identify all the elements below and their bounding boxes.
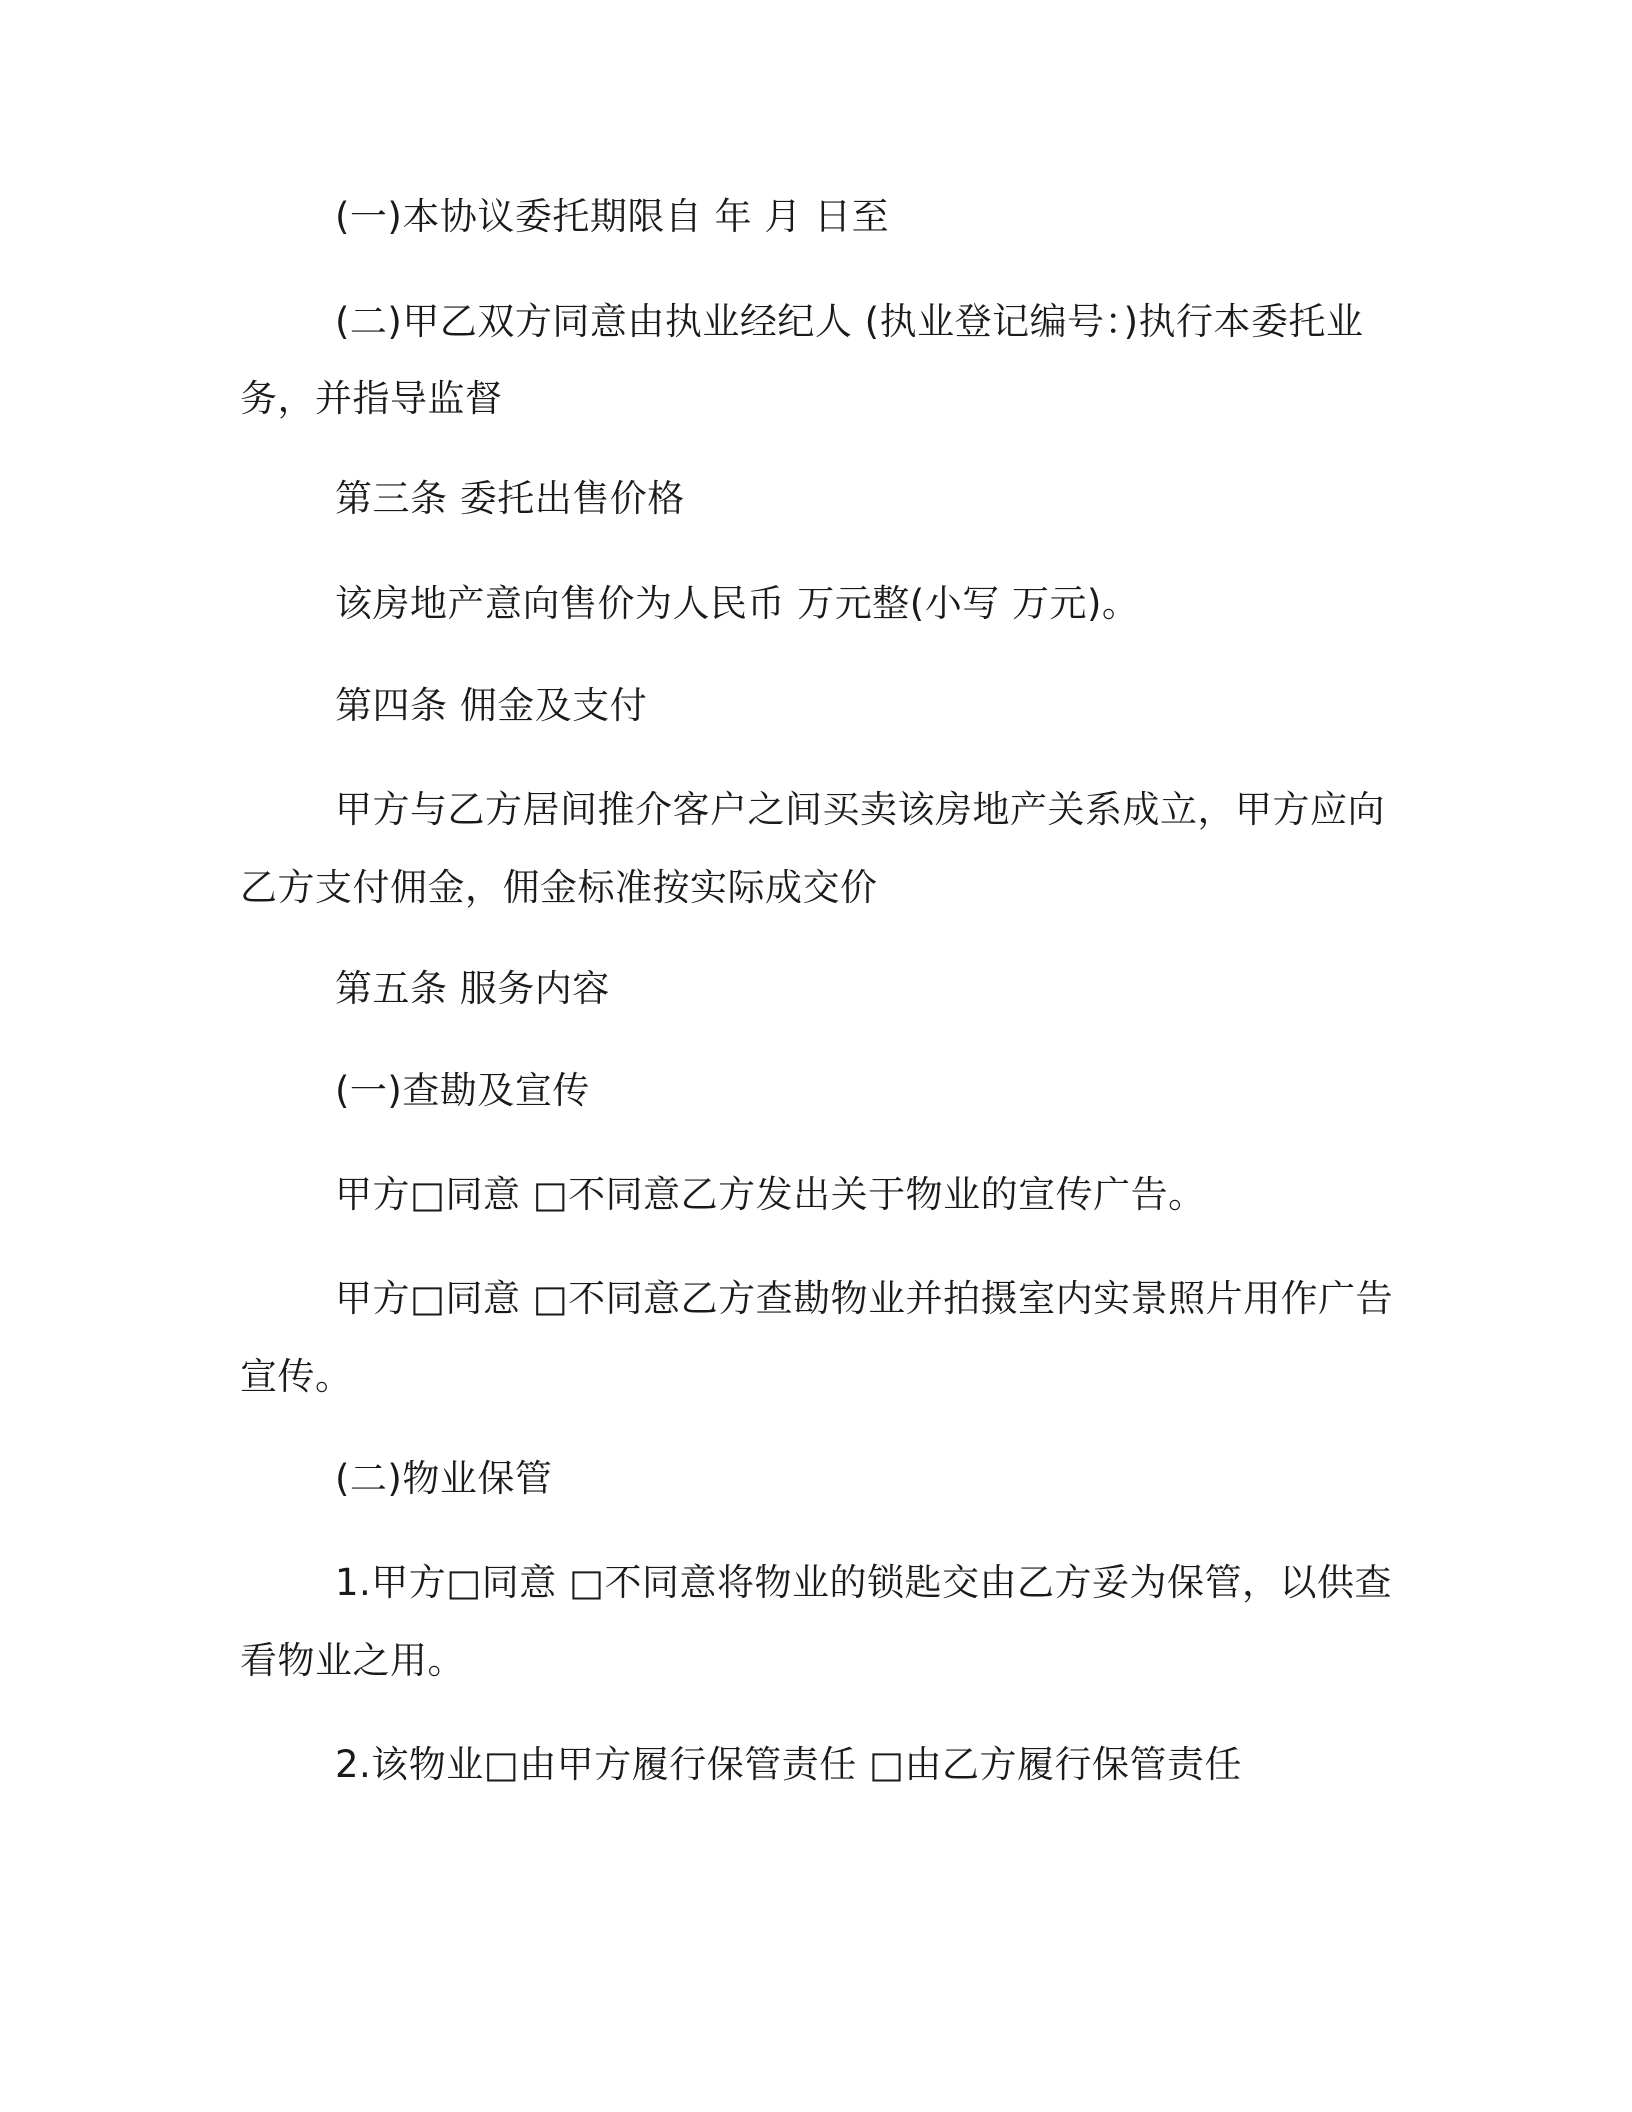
article-5-heading: 第五条 服务内容 bbox=[335, 967, 610, 1010]
photo-consent-line-1: 甲方□同意 □不同意乙方查勘物业并拍摄室内实景照片用作广告 bbox=[335, 1277, 1394, 1320]
section-custody-heading: (二)物业保管 bbox=[335, 1457, 553, 1500]
price-line: 该房地产意向售价为人民币 万元整(小写 万元)。 bbox=[335, 582, 1140, 625]
custody-responsibility-line: 2.该物业□由甲方履行保管责任 □由乙方履行保管责任 bbox=[335, 1743, 1242, 1786]
broker-line-1: (二)甲乙双方同意由执业经纪人 (执业登记编号：)执行本委托业 bbox=[335, 300, 1364, 343]
key-custody-line-1: 1.甲方□同意 □不同意将物业的锁匙交由乙方妥为保管，以供查 bbox=[335, 1561, 1392, 1604]
commission-line-2: 乙方支付佣金，佣金标准按实际成交价 bbox=[240, 866, 878, 909]
photo-consent-line-2: 宣传。 bbox=[240, 1355, 353, 1398]
section-inspection-heading: (一)查勘及宣传 bbox=[335, 1069, 590, 1112]
article-3-heading: 第三条 委托出售价格 bbox=[335, 477, 685, 520]
key-custody-line-2: 看物业之用。 bbox=[240, 1639, 465, 1682]
article-4-heading: 第四条 佣金及支付 bbox=[335, 684, 648, 727]
commission-line-1: 甲方与乙方居间推介客户之间买卖该房地产关系成立，甲方应向 bbox=[335, 788, 1385, 831]
broker-line-2: 务，并指导监督 bbox=[240, 377, 503, 420]
advert-consent-line: 甲方□同意 □不同意乙方发出关于物业的宣传广告。 bbox=[335, 1173, 1206, 1216]
term-period-line: (一)本协议委托期限自 年 月 日至 bbox=[335, 195, 890, 238]
